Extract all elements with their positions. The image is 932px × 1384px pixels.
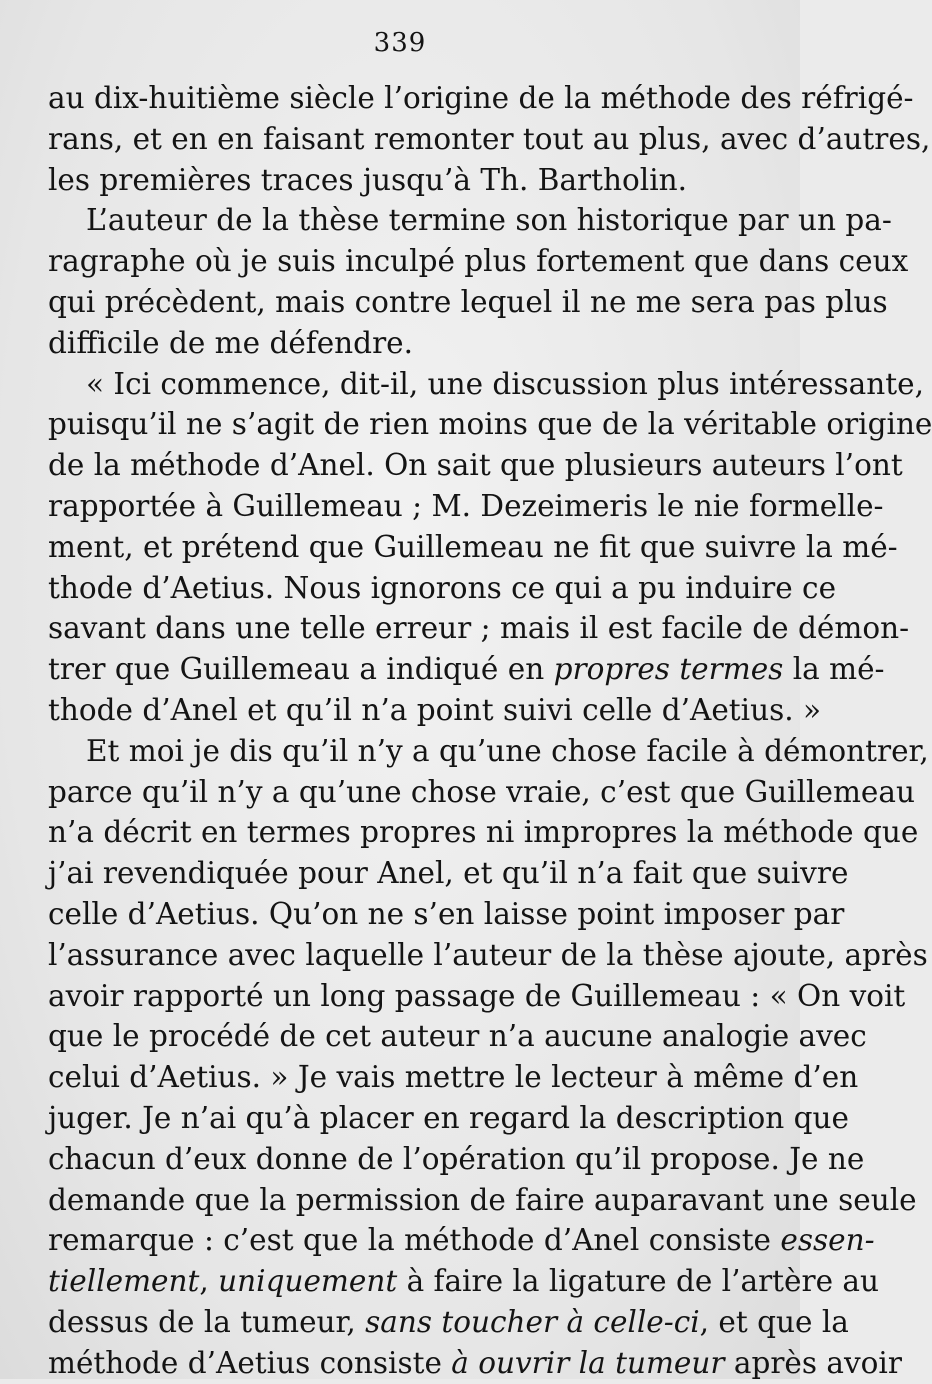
text-segment: savant dans une telle erreur ; mais il est facile de démon- xyxy=(48,611,910,646)
italic-phrase: à ouvrir la tumeur xyxy=(451,1345,725,1380)
text-segment: ragraphe où je suis inculpé plus fortement que dans ceux xyxy=(48,244,909,279)
text-segment: n’a décrit en termes propres ni impropres la méthode que xyxy=(48,815,919,850)
text-segment: que le procédé de cet auteur n’a aucune analogie avec xyxy=(48,1019,867,1054)
text-line xyxy=(48,119,931,160)
text-segment: L’auteur de la thèse termine son historique par un pa- xyxy=(86,203,892,238)
text-segment: ment, et prétend que Guillemeau ne fit que suivre la mé- xyxy=(48,529,898,564)
text-segment: la mé- xyxy=(783,652,885,687)
text-line xyxy=(48,527,898,568)
text-segment: rapportée à Guillemeau ; M. Dezeimeris le nie formelle- xyxy=(48,488,884,523)
text-segment: demande que la permission de faire auparavant une seule xyxy=(48,1182,917,1217)
text-line xyxy=(48,445,903,486)
text-segment: de la méthode d’Anel. On sait que plusieurs auteurs l’ont xyxy=(48,448,903,483)
text-line xyxy=(48,1016,867,1057)
text-segment: difficile de me défendre. xyxy=(48,325,414,360)
text-line xyxy=(48,364,924,405)
text-line xyxy=(48,1302,849,1343)
text-segment: qui précèdent, mais contre lequel il ne me sera pas plus xyxy=(48,284,888,319)
text-segment: rans, et en en faisant remonter tout au plus, avec d’autres, xyxy=(48,121,931,156)
text-line xyxy=(48,486,884,527)
text-segment: , xyxy=(199,1264,219,1299)
italic-phrase: sans toucher à celle-ci xyxy=(365,1304,700,1339)
text-segment: dessus de la tumeur, xyxy=(48,1304,366,1339)
italic-phrase: uniquement xyxy=(218,1264,398,1299)
text-line xyxy=(48,976,906,1017)
text-segment: puisqu’il ne s’agit de rien moins que de la véritable origine xyxy=(48,407,932,442)
text-line xyxy=(48,282,888,323)
text-line xyxy=(48,1098,849,1139)
text-line xyxy=(48,200,892,241)
text-segment: méthode d’Aetius consiste xyxy=(48,1345,452,1380)
text-line xyxy=(48,323,760,364)
text-line xyxy=(48,731,929,772)
text-segment: celle d’Aetius. Qu’on ne s’en laisse point imposer par xyxy=(48,896,845,931)
text-line xyxy=(48,935,928,976)
text-segment: juger. Je n’ai qu’à placer en regard la description que xyxy=(48,1100,849,1135)
text-line xyxy=(48,1057,859,1098)
text-line xyxy=(48,1180,917,1221)
text-line xyxy=(48,1343,902,1384)
text-segment: parce qu’il n’y a qu’une chose vraie, c’est que Guillemeau xyxy=(48,774,915,809)
text-line xyxy=(48,1220,875,1261)
italic-phrase: tiellement xyxy=(48,1264,200,1299)
text-segment: , et que la xyxy=(699,1304,849,1339)
page-number: 339 xyxy=(373,28,427,58)
text-line xyxy=(48,853,849,894)
text-line xyxy=(48,608,910,649)
text-segment: thode d’Anel et qu’il n’a point suivi celle d’Aetius. » xyxy=(48,692,822,727)
text-segment: à faire la ligature de l’artère au xyxy=(397,1264,880,1299)
text-line xyxy=(48,241,909,282)
text-line xyxy=(48,772,915,813)
body-text xyxy=(48,78,932,1384)
text-line xyxy=(48,78,914,119)
text-line xyxy=(48,649,885,690)
text-segment: j’ai revendiquée pour Anel, et qu’il n’a fait que suivre xyxy=(48,856,849,891)
text-segment: remarque : c’est que la méthode d’Anel consiste xyxy=(48,1223,781,1258)
text-segment: trer que Guillemeau a indiqué en xyxy=(48,652,554,687)
text-line xyxy=(48,160,760,201)
text-segment: au dix-huitième siècle l’origine de la méthode des réfrigé- xyxy=(48,81,914,115)
text-segment: après avoir xyxy=(724,1345,902,1380)
text-segment: « Ici commence, dit-il, une discussion plus intéressante, xyxy=(86,366,924,401)
text-segment: avoir rapporté un long passage de Guillemeau : « On voit xyxy=(48,978,906,1013)
text-line xyxy=(48,1139,865,1180)
text-segment: Et moi je dis qu’il n’y a qu’une chose facile à démontrer, xyxy=(86,733,929,768)
text-line xyxy=(48,690,822,731)
text-segment: les premières traces jusqu’à Th. Bartholin. xyxy=(48,162,688,197)
italic-phrase: essen- xyxy=(780,1223,875,1258)
text-line xyxy=(48,1261,880,1302)
text-line xyxy=(48,894,845,935)
text-segment: l’assurance avec laquelle l’auteur de la thèse ajoute, après xyxy=(48,937,928,972)
text-segment: celui d’Aetius. » Je vais mettre le lecteur à même d’en xyxy=(48,1060,859,1095)
text-segment: thode d’Aetius. Nous ignorons ce qui a pu induire ce xyxy=(48,570,837,605)
text-segment: chacun d’eux donne de l’opération qu’il propose. Je ne xyxy=(48,1141,865,1176)
text-line xyxy=(48,812,919,853)
italic-phrase: propres termes xyxy=(553,652,784,687)
text-line xyxy=(48,404,932,445)
text-line xyxy=(48,568,837,609)
